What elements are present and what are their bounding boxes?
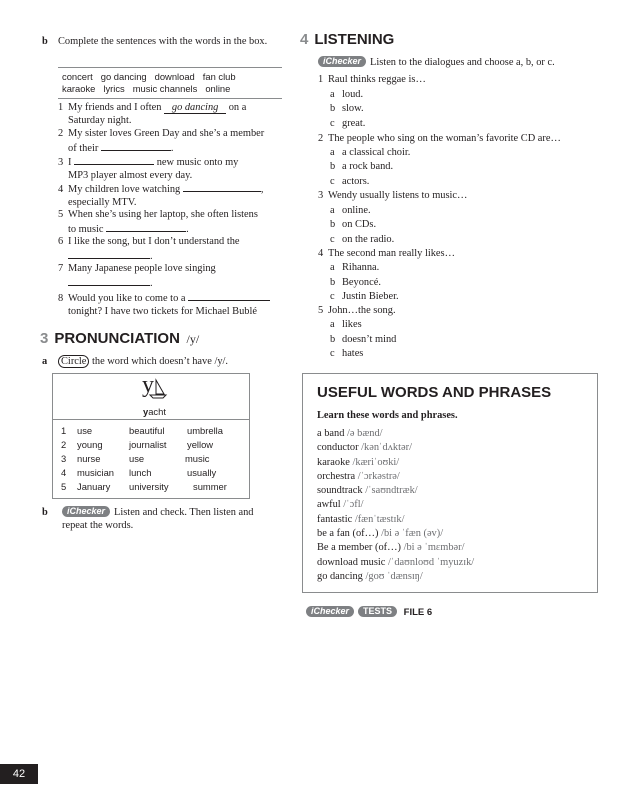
footer-links: [306, 606, 432, 619]
section-heading-listening: 4 LISTENING: [300, 31, 395, 48]
yacht-icon: y: [140, 378, 164, 400]
picture-word: yacht: [143, 406, 166, 417]
ichecker-badge[interactable]: iChecker: [306, 606, 354, 617]
exercise-item: 2 My sister loves Green Day and she’s a member of their .: [58, 128, 265, 154]
phrase-item: download music /ˈdaʊnloʊd ˈmyuzɪk/: [317, 557, 475, 568]
tests-badge[interactable]: TESTS: [358, 606, 397, 617]
answer-option[interactable]: b doesn’t mind: [330, 334, 397, 345]
phrase-item: orchestra /ˈɔrkəstrə/: [317, 471, 400, 482]
exercise-instruction: iChecker Listen to the dialogues and choose a, b, or c.: [318, 56, 555, 69]
question: 1 Raul thinks reggae is…: [318, 74, 426, 85]
answer-option[interactable]: b on CDs.: [330, 219, 377, 230]
answer-option[interactable]: c great.: [330, 118, 366, 129]
word-box-item: concert: [62, 71, 93, 82]
word-box-item: go dancing: [100, 71, 147, 82]
exercise-instruction-cont: repeat the words.: [62, 520, 134, 531]
sound-picture-box: y yacht 1 use beautiful umbrella 2 young journalist yellow 3 nurse use music 4 musician lunch usually 5 January university summer: [52, 373, 250, 499]
phrase-item: be a fan (of…) /bi ə ˈfæn (əv)/: [317, 528, 444, 539]
answer-blank[interactable]: [106, 221, 186, 232]
exercise-item: 6 I like the song, but I don’t understand the .: [58, 236, 240, 262]
question: 5 John…the song.: [318, 305, 396, 316]
circle-word: Circle: [58, 355, 89, 368]
ichecker-badge[interactable]: iChecker: [62, 506, 110, 517]
exercise-item: 1 My friends and I often go dancing on a Saturday night.: [58, 102, 247, 126]
question: 4 The second man really likes…: [318, 248, 455, 259]
exercise-instruction: iChecker Listen and check. Then listen and: [62, 506, 254, 519]
exercise-item: 5 When she’s using her laptop, she often listens to music .: [58, 209, 258, 235]
exercise-instruction: Complete the sentences with the words in the box.: [58, 36, 268, 47]
answer-option[interactable]: b a rock band.: [330, 161, 394, 172]
page-number: 42: [0, 764, 38, 784]
question: 3 Wendy usually listens to music…: [318, 190, 468, 201]
phrase-item: karaoke /kæriˈoʊki/: [317, 457, 400, 468]
word-box-item: karaoke: [62, 83, 96, 94]
question: 2 The people who sing on the woman’s favorite CD are…: [318, 133, 561, 144]
exercise-label: b: [42, 36, 48, 47]
answer-option[interactable]: c on the radio.: [330, 234, 395, 245]
answer-blank[interactable]: go dancing: [164, 103, 226, 114]
phrase-item: conductor /kənˈdʌktər/: [317, 442, 412, 453]
phrase-item: awful /ˈɔfl/: [317, 499, 364, 510]
exercise-label: b: [42, 507, 48, 518]
answer-option[interactable]: c Justin Bieber.: [330, 291, 399, 302]
useful-words-title: USEFUL WORDS AND PHRASES: [317, 384, 552, 401]
file-label: FILE 6: [403, 607, 433, 618]
answer-blank[interactable]: [74, 154, 154, 165]
word-box-item: fan club: [202, 71, 236, 82]
answer-blank[interactable]: [68, 248, 150, 259]
useful-words-subtitle: Learn these words and phrases.: [317, 410, 458, 421]
exercise-item: 4 My children love watching , especially MTV.: [58, 181, 283, 209]
answer-blank[interactable]: [101, 140, 171, 151]
section-heading-pronunciation: 3 PRONUNCIATION /y/: [40, 330, 200, 347]
answer-option[interactable]: a Rihanna.: [330, 262, 380, 273]
answer-option[interactable]: a online.: [330, 205, 371, 216]
answer-blank[interactable]: [183, 181, 261, 192]
phrase-item: Be a member (of…) /bi ə ˈmɛmbər/: [317, 542, 465, 553]
answer-option[interactable]: b Beyoncé.: [330, 277, 381, 288]
answer-option[interactable]: b slow.: [330, 103, 364, 114]
word-box-item: music channels: [132, 83, 198, 94]
word-box-item: lyrics: [103, 83, 125, 94]
answer-option[interactable]: c actors.: [330, 176, 370, 187]
exercise-instruction: Circle the word which doesn’t have /y/.: [58, 355, 228, 368]
word-box-item: online: [205, 83, 231, 94]
phrase-item: soundtrack /ˈsaʊndtræk/: [317, 485, 418, 496]
answer-option[interactable]: a likes: [330, 319, 362, 330]
exercise-item: 7 Many Japanese people love singing .: [58, 263, 216, 289]
answer-option[interactable]: c hates: [330, 348, 364, 359]
answer-option[interactable]: a a classical choir.: [330, 147, 411, 158]
exercise-label: a: [42, 356, 48, 367]
answer-blank[interactable]: [68, 275, 150, 286]
useful-words-box: [302, 373, 598, 593]
phrase-item: fantastic /fænˈtæstɪk/: [317, 514, 405, 525]
answer-blank[interactable]: [188, 290, 270, 301]
word-box: [58, 67, 282, 99]
phrase-item: go dancing /goʊ ˈdænsɪŋ/: [317, 571, 423, 582]
ichecker-badge[interactable]: iChecker: [318, 56, 366, 67]
phrase-item: a band /ə bænd/: [317, 428, 383, 439]
word-box-item: download: [154, 71, 195, 82]
answer-option[interactable]: a loud.: [330, 89, 364, 100]
exercise-item: 8 Would you like to come to a tonight? I have two tickets for Michael Bublé: [58, 290, 293, 318]
exercise-item: 3 I new music onto my MP3 player almost every day.: [58, 154, 283, 182]
